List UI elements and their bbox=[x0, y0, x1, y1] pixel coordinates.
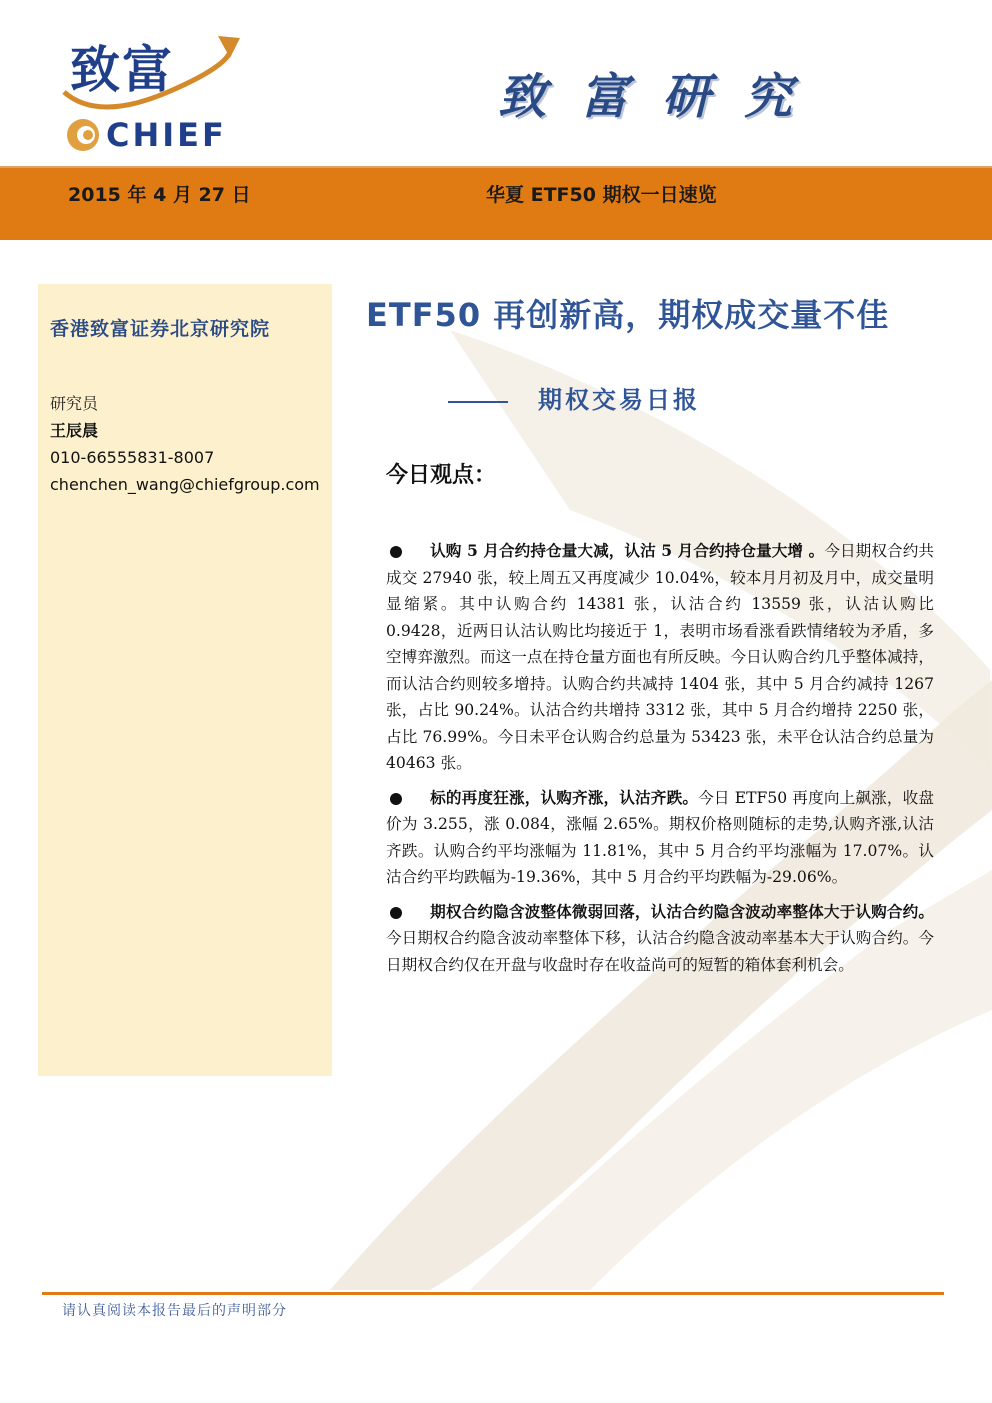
report-subtitle bbox=[448, 380, 700, 415]
researcher-email[interactable]: chenchen_wang@chiefgroup.com bbox=[50, 475, 320, 494]
brand-title: 致富研究 bbox=[498, 69, 827, 125]
subtitle-text: 期权交易日报 bbox=[538, 385, 700, 414]
bullet-heading: 期权合约隐含波整体微弱回落，认沽合约隐含波动率整体大于认购合约。 bbox=[430, 901, 934, 921]
logo-circle-icon bbox=[66, 118, 100, 152]
bullet-heading: 认购 5 月合约持仓量大减，认沽 5 月合约持仓量大增 。 bbox=[430, 541, 825, 560]
bullet-icon bbox=[390, 546, 402, 558]
logo-english bbox=[62, 114, 262, 154]
footer-divider bbox=[42, 1292, 944, 1295]
researcher-info bbox=[50, 390, 325, 498]
bullet-icon bbox=[390, 793, 402, 805]
header-band bbox=[0, 168, 992, 240]
author-sidebar bbox=[38, 284, 332, 1076]
report-title: ETF50 再创新高，期权成交量不佳 bbox=[366, 296, 890, 334]
report-body bbox=[386, 538, 934, 986]
bullet-item bbox=[386, 538, 934, 777]
bullet-text: 今日期权合约共成交 27940 张，较上周五又再度减少 10.04%，较本月月初及月中，成交量明显缩紧。其中认购合约 14381 张，认沽合约 13559 张，认沽认购比 0.9428，近两日认沽认购比均接近于 1，表明市场看涨看跌情绪较为矛盾，多空博弈激烈。而这一点在持仓量方面也有所反映。今日认购合约几乎整体减持，而认沽合约则较多增持。认购合约共减持 1404 张，其中 5 月合约减持 1267 张，占比 90.24%。认沽合约共增持 3312 张，其中 5 月合约增持 2250 张，占比 76.99%。今日未平仓认购合约总量为 53423 张，未平仓认沽合约总量为 40463 张。 bbox=[386, 542, 934, 772]
report-date: 2015 年 4 月 27 日 bbox=[68, 184, 251, 206]
section-heading: 今日观点： bbox=[386, 462, 497, 488]
company-logo bbox=[58, 22, 258, 160]
researcher-name: 王辰晨 bbox=[50, 421, 99, 440]
institute-name: 香港致富证券北京研究院 bbox=[50, 318, 271, 340]
bullet-icon bbox=[390, 907, 402, 919]
bullet-text: 今日 ETF50 再度向上飙涨，收盘价为 3.255，涨 0.084，涨幅 2.65%。期权价格则随标的走势,认购齐涨,认沽齐跌。认购合约平均涨幅为 11.81%，其中 5 月合约平均涨幅为 17.07%。认沽合约平均跌幅为-19.36%，其中 5 月合约平均跌幅为-29.06%。 bbox=[386, 788, 934, 886]
logo-english-text: CHIEF bbox=[106, 116, 227, 154]
bullet-item bbox=[386, 899, 934, 979]
researcher-phone: 010-66555831-8007 bbox=[50, 448, 215, 467]
bullet-item bbox=[386, 785, 934, 891]
report-series-title: 华夏 ETF50 期权一日速览 bbox=[486, 184, 717, 206]
bullet-text: 今日期权合约隐含波动率整体下移，认沽合约隐含波动率基本大于认购合约。今日期权合约仅在开盘与收盘时存在收益尚可的短暂的箱体套利机会。 bbox=[386, 929, 934, 974]
footer-disclaimer: 请认真阅读本报告最后的声明部分 bbox=[62, 1303, 287, 1319]
bullet-heading: 标的再度狂涨，认购齐涨，认沽齐跌。 bbox=[430, 787, 699, 807]
subtitle-dash bbox=[448, 401, 508, 403]
logo-chinese-text: 致富 bbox=[70, 40, 174, 99]
researcher-label: 研究员 bbox=[50, 394, 99, 413]
